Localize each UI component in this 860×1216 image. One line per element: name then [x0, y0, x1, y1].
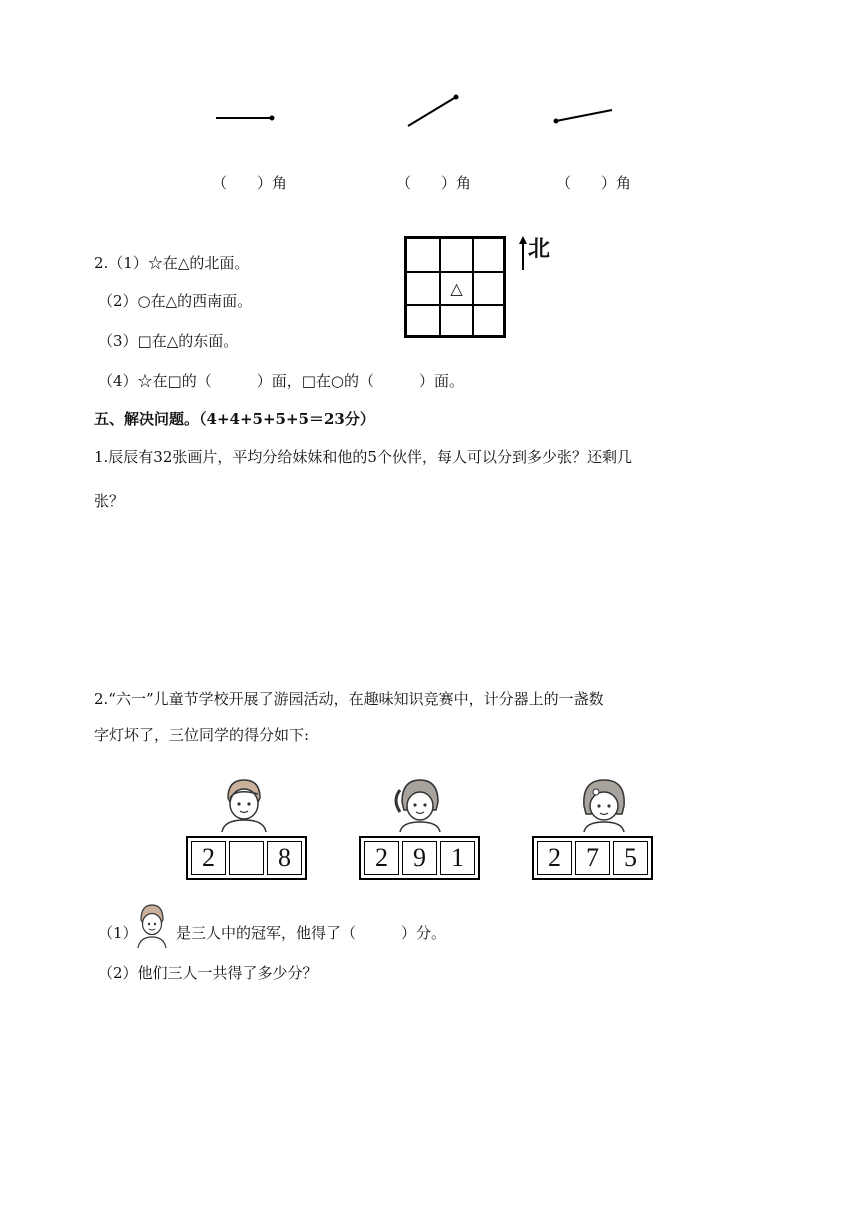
problem-1-line-1: 1.辰辰有32张画片，平均分给妹妹和他的5个伙伴，每人可以分到多少张？还剩几 [94, 448, 632, 466]
score-board-boy [186, 836, 307, 880]
q2-line-3: （3）□在△的东面。 [98, 332, 239, 350]
direction-grid [404, 236, 506, 338]
score-board-girl-ponytail [359, 836, 480, 880]
girl-short-hair-avatar [574, 776, 634, 832]
north-label: 北 [528, 237, 551, 262]
score-board-girl-short-hair [532, 836, 653, 880]
angle-answer-3[interactable]: （ ）角 [556, 174, 632, 192]
score-digit: 9 [402, 841, 437, 875]
score-digit-broken [229, 841, 264, 875]
score-digit: 5 [613, 841, 648, 875]
angle-figure-1 [210, 108, 280, 128]
score-digit: 7 [575, 841, 610, 875]
sub-question-1-prefix: （1） [98, 924, 138, 942]
angle-figure-2 [402, 90, 466, 132]
problem-2-line-1: 2.“六一”儿童节学校开展了游园活动，在趣味知识竞赛中，计分器上的一盏数 [94, 690, 604, 708]
boy-small-icon [132, 902, 172, 948]
score-digit: 2 [364, 841, 399, 875]
angle-answer-1[interactable]: （ ）角 [212, 174, 288, 192]
triangle-center: △ [450, 279, 463, 298]
q2-line-4: （4）☆在□的（ ）面，□在○的（ ）面。 [98, 372, 464, 390]
north-arrow-icon [518, 236, 528, 270]
boy-avatar [214, 776, 274, 832]
score-digit: 1 [440, 841, 475, 875]
score-digit: 2 [191, 841, 226, 875]
problem-2-line-2: 字灯坏了，三位同学的得分如下: [94, 726, 310, 744]
section-five-heading: 五、解决问题。（4+4+5+5+5＝23分） [94, 410, 375, 428]
angle-answer-2[interactable]: （ ）角 [396, 174, 472, 192]
sub-question-1-text: 是三人中的冠军，他得了（ ）分。 [176, 924, 447, 942]
girl-ponytail-avatar [390, 776, 450, 832]
angle-figure-3 [550, 104, 620, 128]
q2-line-1: 2.（1）☆在△的北面。 [94, 254, 250, 272]
sub-question-2: （2）他们三人一共得了多少分？ [98, 964, 318, 982]
score-digit: 8 [267, 841, 302, 875]
problem-1-line-2: 张？ [94, 492, 125, 510]
q2-line-2: （2）○在△的西南面。 [98, 292, 253, 310]
score-digit: 2 [537, 841, 572, 875]
